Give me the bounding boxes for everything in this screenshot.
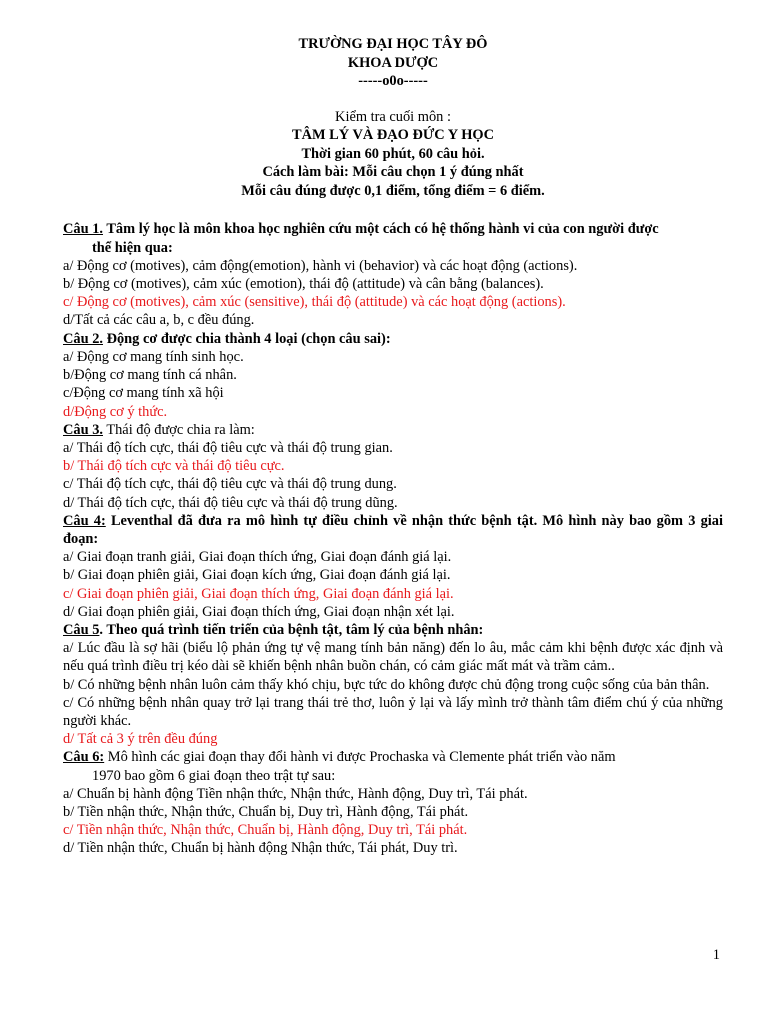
question-text-continued: 1970 bao gồm 6 giai đoạn theo trật tự sau: bbox=[92, 767, 336, 784]
question-number: Câu 3. bbox=[63, 421, 103, 438]
exam-page bbox=[63, 35, 723, 858]
option-b: b/ Tiền nhận thức, Nhận thức, Chuẩn bị, Duy trì, Hành động, Tái phát. bbox=[63, 803, 469, 820]
question-1 bbox=[63, 220, 723, 256]
exam-info bbox=[63, 108, 723, 201]
option-b-answer: b/ Thái độ tích cực và thái độ tiêu cực. bbox=[63, 458, 285, 475]
question-text: . Theo quá trình tiến triển của bệnh tật, tâm lý của bệnh nhân: bbox=[99, 621, 484, 638]
option-c: c/ Thái độ tích cực, thái độ tiêu cực và thái độ trung dung. bbox=[63, 476, 397, 493]
question-text-continued: thể hiện qua: bbox=[92, 239, 173, 256]
option-a: a/ Thái độ tích cực, thái độ tiêu cực và thái độ trung gian. bbox=[63, 439, 393, 456]
option-c: c/Động cơ mang tính xã hội bbox=[63, 385, 224, 402]
option-d-answer: d/ Tất cả 3 ý trên đều đúng bbox=[63, 731, 218, 748]
option-d: d/ Giai đoạn phiên giải, Giai đoạn thích ứng, Giai đoạn nhận xét lại. bbox=[63, 603, 455, 620]
option-c-answer: c/ Tiền nhận thức, Nhận thức, Chuẩn bị, Hành động, Duy trì, Tái phát. bbox=[63, 822, 468, 839]
option-b: b/ Có những bệnh nhân luôn cảm thấy khó chịu, bực tức do không được chủ động trong cuộc sống của bản thân. bbox=[63, 676, 710, 693]
question-text: Mô hình các giai đoạn thay đổi hành vi được Prochaska và Clemente phát triển vào năm bbox=[104, 749, 616, 766]
header-separator: -----o0o----- bbox=[358, 73, 428, 89]
option-d-answer: d/Động cơ ý thức. bbox=[63, 403, 168, 420]
option-b: b/ Giai đoạn phiên giải, Giai đoạn kích ứng, Giai đoạn đánh giá lại. bbox=[63, 567, 451, 584]
option-b: b/Động cơ mang tính cá nhân. bbox=[63, 367, 237, 384]
option-c-answer: c/ Giai đoạn phiên giải, Giai đoạn thích ứng, Giai đoạn đánh giá lại. bbox=[63, 585, 454, 602]
exam-subject: TÂM LÝ VÀ ĐẠO ĐỨC Y HỌC bbox=[292, 127, 494, 144]
question-2 bbox=[63, 330, 723, 348]
page-number: 1 bbox=[712, 947, 720, 963]
question-4 bbox=[63, 512, 723, 548]
option-c: c/ Có những bệnh nhân quay trở lại trang thái trẻ thơ, luôn ỷ lại và lấy mình trở thành tâm điểm chú ý của những người khác. bbox=[63, 694, 723, 729]
question-3 bbox=[63, 421, 723, 439]
question-number: Câu 6: bbox=[63, 749, 105, 766]
exam-time: Thời gian 60 phút, 60 câu hỏi. bbox=[301, 145, 485, 162]
question-text: Động cơ được chia thành 4 loại (chọn câu sai): bbox=[102, 330, 391, 347]
question-number: Câu 4: bbox=[63, 512, 106, 529]
exam-scoring: Mỗi câu đúng được 0,1 điểm, tổng điểm = 6 điểm. bbox=[241, 182, 545, 199]
question-5 bbox=[63, 621, 723, 639]
faculty-name: KHOA DƯỢC bbox=[347, 54, 439, 71]
question-number: Câu 5 bbox=[63, 621, 100, 638]
question-number: Câu 1. bbox=[63, 221, 103, 238]
option-b: b/ Động cơ (motives), cảm xúc (emotion), thái độ (attitude) và cân bằng (balances). bbox=[63, 276, 544, 293]
exam-method: Cách làm bài: Mỗi câu chọn 1 ý đúng nhất bbox=[262, 164, 524, 181]
question-text: Thái độ được chia ra làm: bbox=[102, 421, 255, 438]
option-a: a/ Động cơ mang tính sinh học. bbox=[63, 348, 244, 365]
question-text: Tâm lý học là môn khoa học nghiên cứu một cách có hệ thống hành vi của con người được bbox=[102, 221, 659, 238]
question-text: Leventhal đã đưa ra mô hình tự điều chỉnh về nhận thức bệnh tật. Mô hình này bao gồm 3 giai đoạn: bbox=[63, 512, 723, 547]
question-list bbox=[63, 220, 723, 857]
option-a: a/ Lúc đầu là sợ hãi (biểu lộ phản ứng tự vệ mang tính bản năng) đến lo âu, mắc cảm khi bệnh được xác định và nếu quá trình điều trị kéo dài sẽ khiến bệnh nhân buồn chán, có cảm giác mất mát và trầm cảm.. bbox=[63, 640, 723, 675]
option-d: d/ Tiền nhận thức, Chuẩn bị hành động Nhận thức, Tái phát, Duy trì. bbox=[63, 840, 458, 857]
university-name: TRƯỜNG ĐẠI HỌC TÂY ĐÔ bbox=[298, 36, 488, 52]
exam-intro: Kiểm tra cuối môn : bbox=[335, 108, 451, 125]
option-c-answer: c/ Động cơ (motives), cảm xúc (sensitive), thái độ (attitude) và các hoạt động (actions). bbox=[63, 294, 566, 311]
option-d: d/Tất cả các câu a, b, c đều đúng. bbox=[63, 312, 255, 329]
option-a: a/ Giai đoạn tranh giải, Giai đoạn thích ứng, Giai đoạn đánh giá lại. bbox=[63, 549, 452, 566]
option-a: a/ Chuẩn bị hành động Tiền nhận thức, Nhận thức, Hành động, Duy trì, Tái phát. bbox=[63, 785, 528, 802]
option-a: a/ Động cơ (motives), cảm động(emotion), hành vi (behavior) và các hoạt động (actions). bbox=[63, 257, 578, 274]
question-6 bbox=[63, 748, 723, 784]
question-number: Câu 2. bbox=[63, 330, 103, 347]
option-d: d/ Thái độ tích cực, thái độ tiêu cực và thái độ trung dũng. bbox=[63, 494, 398, 511]
document-header bbox=[63, 35, 723, 91]
